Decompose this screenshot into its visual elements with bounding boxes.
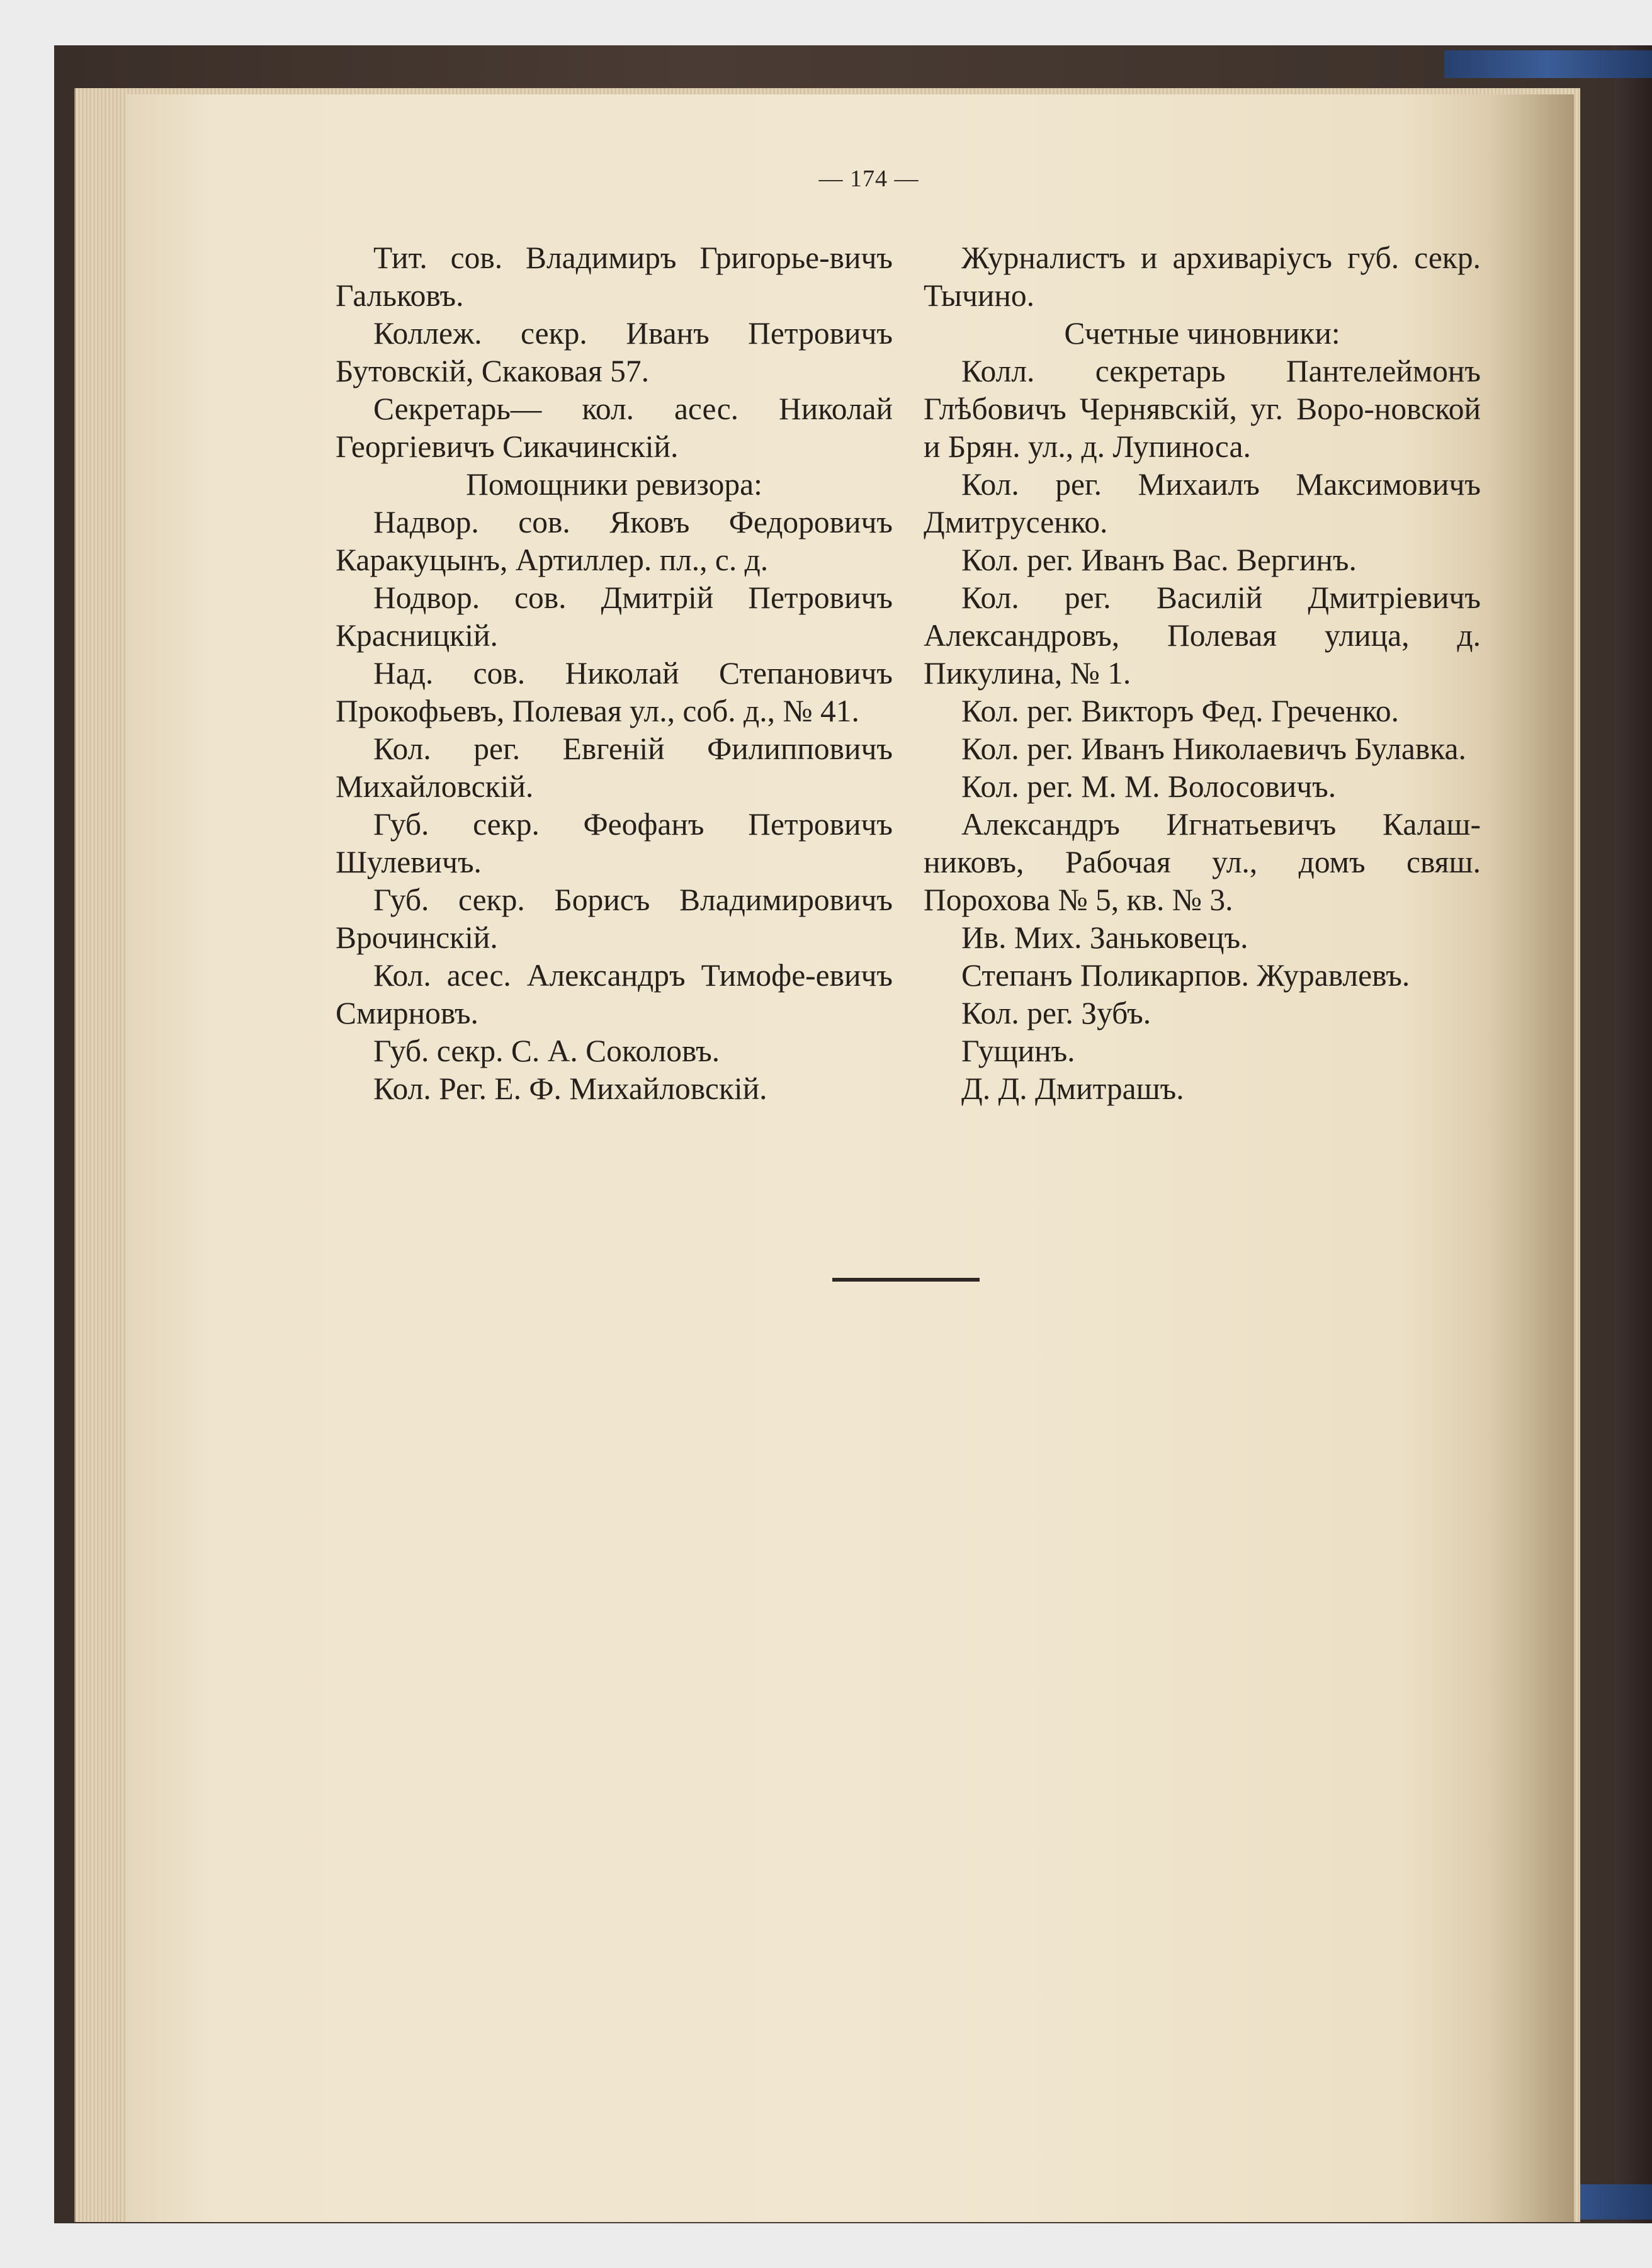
entry: Кол. рег. Иванъ Николаевичъ Булавка.	[961, 731, 1466, 766]
entry: Над. сов. Николай Степановичъ Прокофьевъ, Полевая ул., соб. д., № 41.	[336, 656, 893, 728]
entry: Кол. асес. Александръ Тимофе-евичъ Смирновъ.	[336, 958, 893, 1030]
entry: Губ. секр. Борисъ Владимировичъ Врочинскій.	[336, 883, 893, 955]
entry: Секретарь— кол. асес. Николай Георгіевичъ Сикачинскій.	[336, 392, 893, 464]
entry: Ив. Мих. Заньковецъ.	[961, 920, 1248, 955]
entry: Кол. рег. Викторъ Фед. Греченко.	[961, 694, 1400, 728]
entry: Александръ Игнатьевичъ Калаш-никовъ, Рабочая ул., домъ свяш. Порохова № 5, кв. № 3.	[924, 807, 1481, 917]
entry: Кол. рег. Василій Дмитріевичъ Александровъ, Полевая улица, д. Пикулина, № 1.	[924, 580, 1481, 691]
entry: Д. Д. Дмитрашъ.	[961, 1071, 1184, 1106]
entry: Губ. секр. С. А. Соколовъ.	[373, 1034, 720, 1068]
entry: Тит. сов. Владимиръ Григорье-вичъ Гальковъ.	[336, 240, 893, 313]
entry: Губ. секр. Феофанъ Петровичъ Шулевичъ.	[336, 807, 893, 879]
right-column	[924, 239, 1481, 1108]
entry: Журналистъ и архиваріусъ губ. секр. Тычино.	[924, 240, 1481, 313]
page-number: — 174 —	[818, 166, 919, 192]
book-cover-edge	[1614, 45, 1652, 2223]
entry: Коллеж. секр. Иванъ Петровичъ Бутовскій, Скаковая 57.	[336, 316, 893, 388]
bookmark-ribbon-top	[1444, 50, 1652, 78]
end-rule	[832, 1278, 980, 1282]
entry: Кол. рег. Иванъ Вас. Вергинъ.	[961, 543, 1357, 577]
entry: Кол. рег. Михаилъ Максимовичъ Дмитрусенко.	[924, 467, 1481, 539]
entry: Кол. Рег. Е. Ф. Михайловскій.	[373, 1071, 767, 1106]
section-heading: Счетные чиновники:	[1064, 316, 1340, 351]
entry: Кол. рег. Зубъ.	[961, 996, 1151, 1030]
entry: Кол. рег. М. М. Волосовичъ.	[961, 769, 1337, 804]
entry: Гущинъ.	[961, 1034, 1075, 1068]
entry: Степанъ Поликарпов. Журавлевъ.	[961, 958, 1410, 993]
section-heading: Помощники ревизора:	[466, 467, 762, 502]
entry: Надвор. сов. Яковъ Федоровичъ Каракуцынъ, Артиллер. пл., с. д.	[336, 505, 893, 577]
entry: Кол. рег. Евгеній Филипповичъ Михайловскій.	[336, 731, 893, 804]
entry: Нодвор. сов. Дмитрій Петровичъ Красницкій.	[336, 580, 893, 653]
entry: Колл. секретарь Пантелеймонъ Глѣбовичъ Чернявскій, уг. Воро-новской и Брян. ул., д. Лупиноса.	[924, 354, 1481, 464]
left-column	[336, 239, 893, 1108]
